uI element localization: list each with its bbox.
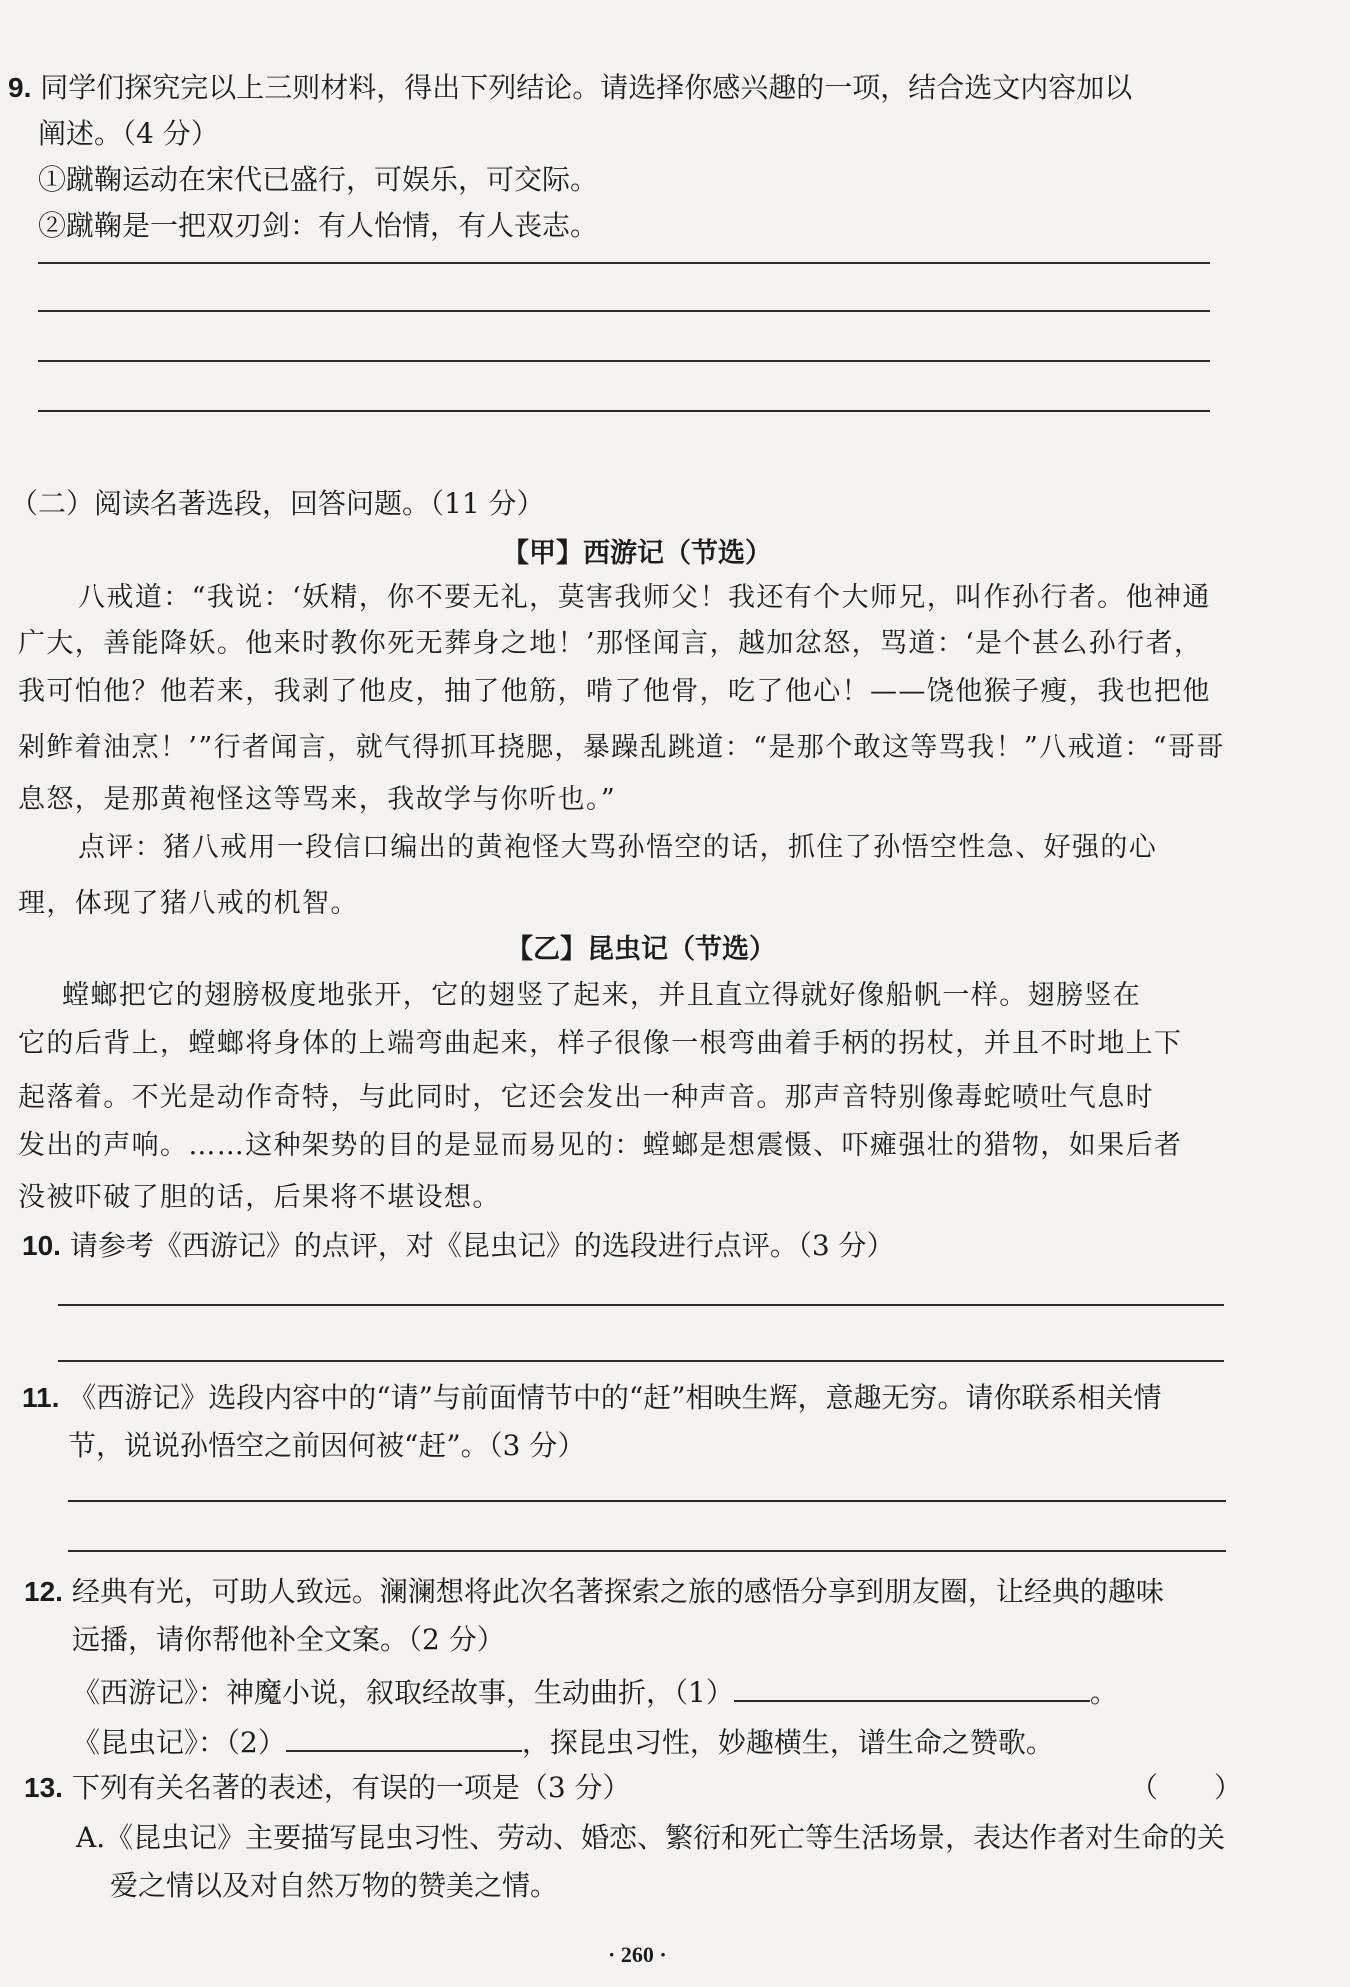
- fill-in-suffix: 。: [1089, 1676, 1118, 1709]
- answer-line[interactable]: [68, 1500, 1226, 1502]
- question-9: [8, 68, 1132, 108]
- passage-a-line: 八戒道：“我说：‘妖精，你不要无礼，莫害我师父！我还有个大师兄，叫作孙行者。他神通: [78, 582, 1211, 613]
- question-9-option-1: ①蹴鞠运动在宋代已盛行，可娱乐，可交际。: [38, 163, 599, 196]
- question-number: 10.: [22, 1230, 61, 1261]
- passage-b-line: 它的后背上，螳螂将身体的上端弯曲起来，样子很像一根弯曲着手柄的拐杖，并且不时地上下: [18, 1028, 1183, 1059]
- passage-b-line: 发出的声响。……这种架势的目的是显而易见的：螳螂是想震慑、吓瘫强壮的猎物，如果后者: [18, 1130, 1183, 1161]
- question-11: [22, 1378, 1162, 1418]
- answer-line[interactable]: [38, 410, 1210, 412]
- question-12-continuation: 远播，请你帮他补全文案。（2 分）: [72, 1623, 505, 1656]
- passage-b-line: 螳螂把它的翅膀极度地张开，它的翅竖了起来，并且直立得就好像船帆一样。翅膀竖在: [62, 980, 1142, 1011]
- answer-line[interactable]: [68, 1550, 1226, 1552]
- question-text: 《西游记》选段内容中的“请”与前面情节中的“赶”相映生辉，意趣无穷。请你联系相关情: [68, 1381, 1162, 1414]
- passage-a-comment: 理，体现了猪八戒的机智。: [18, 888, 359, 919]
- answer-parentheses[interactable]: （ ）: [1130, 1771, 1243, 1804]
- passage-a-line: 广大，善能降妖。他来时教你死无葬身之地！’那怪闻言，越加忿怒，骂道：‘是个甚么孙行者，: [18, 628, 1203, 659]
- passage-a-line: 息怒，是那黄袍怪这等骂来，我故学与你听也。”: [18, 784, 617, 815]
- question-10: [22, 1226, 895, 1266]
- answer-line[interactable]: [38, 360, 1210, 362]
- fill-in-prefix: 《西游记》：神魔小说，叙取经故事，生动曲折，（1）: [72, 1676, 734, 1709]
- question-12: [24, 1572, 1164, 1612]
- fill-in-suffix: ，探昆虫习性，妙趣横生，谱生命之赞歌。: [521, 1726, 1054, 1759]
- passage-a-line: 我可怕他？他若来，我剥了他皮，抽了他筋，啃了他骨，吃了他心！——饶他猴子瘦，我也把他: [18, 676, 1211, 707]
- fill-in-blank-1[interactable]: [734, 1670, 1090, 1702]
- question-13-option-a-continuation: 爱之情以及对自然万物的赞美之情。: [110, 1869, 559, 1902]
- question-text: 请参考《西游记》的点评，对《昆虫记》的选段进行点评。（3 分）: [69, 1229, 895, 1262]
- question-number: 13.: [24, 1772, 63, 1803]
- passage-b-title: 【乙】昆虫记（节选）: [506, 934, 776, 965]
- passage-a-line: 剁鲊着油烹！’”行者闻言，就气得抓耳挠腮，暴躁乱跳道：“是那个敢这等骂我！”八戒道：“哥哥: [18, 732, 1225, 763]
- fill-in-kunchongji: [72, 1720, 1054, 1763]
- question-13-option-a: A.《昆虫记》主要描写昆虫习性、劳动、婚恋、繁衍和死亡等生活场景，表达作者对生命的关: [76, 1821, 1226, 1854]
- question-number: 11.: [22, 1382, 60, 1413]
- question-13: [24, 1768, 631, 1808]
- question-number: 9.: [8, 72, 32, 103]
- question-11-continuation: 节，说说孙悟空之前因何被“赶”。（3 分）: [68, 1429, 586, 1462]
- passage-b-line: 没被吓破了胆的话，后果将不堪设想。: [18, 1182, 501, 1213]
- question-text: 经典有光，可助人致远。澜澜想将此次名著探索之旅的感悟分享到朋友圈，让经典的趣味: [71, 1575, 1164, 1608]
- page-number: · 260 ·: [608, 1942, 667, 1967]
- passage-a-comment: 点评：猪八戒用一段信口编出的黄袍怪大骂孙悟空的话，抓住了孙悟空性急、好强的心: [78, 832, 1158, 863]
- question-9-continuation: 阐述。（4 分）: [38, 117, 219, 150]
- question-text: 下列有关名著的表述，有误的一项是（3 分）: [71, 1771, 631, 1804]
- passage-a-title: 【甲】西游记（节选）: [502, 538, 772, 569]
- fill-in-blank-2[interactable]: [286, 1720, 522, 1752]
- question-number: 12.: [24, 1576, 63, 1607]
- answer-line[interactable]: [58, 1360, 1224, 1362]
- question-9-option-2: ②蹴鞠是一把双刃剑：有人怡情，有人丧志。: [38, 209, 599, 242]
- passage-b-line: 起落着。不光是动作奇特，与此同时，它还会发出一种声音。那声音特别像毒蛇喷吐气息时: [18, 1082, 1154, 1113]
- answer-line[interactable]: [38, 262, 1210, 264]
- fill-in-prefix: 《昆虫记》：（2）: [72, 1726, 286, 1759]
- section-heading: （二）阅读名著选段，回答问题。（11 分）: [10, 487, 545, 520]
- fill-in-xiyouji: [72, 1670, 1118, 1713]
- question-text: 同学们探究完以上三则材料，得出下列结论。请选择你感兴趣的一项，结合选文内容加以: [40, 71, 1133, 104]
- answer-line[interactable]: [58, 1304, 1224, 1306]
- answer-line[interactable]: [38, 310, 1210, 312]
